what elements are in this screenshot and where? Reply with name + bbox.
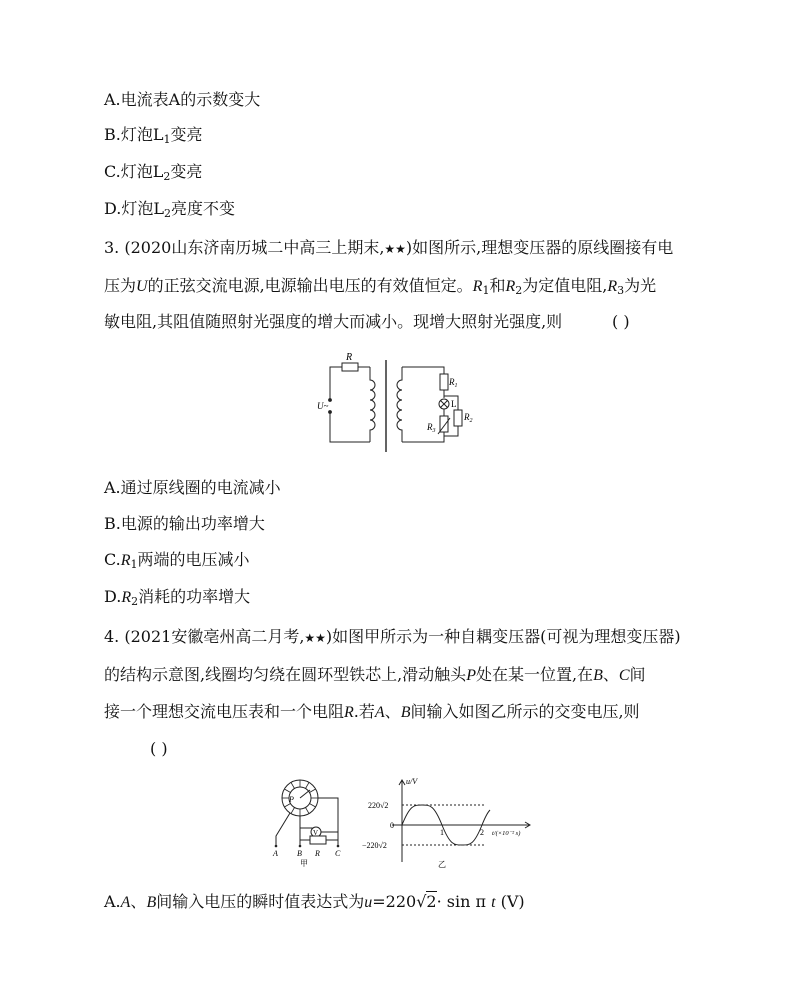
q3-stem-line1: 3. (2020山东济南历城二中高三上期末,★★)如图所示,理想变压器的原线圈接有电 [104, 238, 674, 257]
fig-label-U: U~ [317, 401, 329, 411]
fig4-y-tick-zero: 0 [390, 821, 394, 830]
q4-stem-line1: 4. (2021安徽亳州高二月考,★★)如图甲所示为一种自耦变压器(可视为理想变压器) [104, 627, 681, 646]
fig4-x-tick-1: 1 [440, 828, 444, 837]
fig4-y-tick-top: 220√2 [368, 801, 389, 810]
sqrt-sign-icon: √ [416, 892, 427, 911]
option-b-q2: B.灯泡$L_1$变亮 [104, 125, 203, 146]
option-c-q3: $C.R_1$两端的电压减小 [104, 550, 250, 571]
fig4-label-yi: 乙 [438, 860, 446, 869]
option-c-q2: C.灯泡$L_2$变亮 [104, 162, 203, 183]
fig4-label-A: A [273, 849, 278, 858]
option-b-q3: B.电源的输出功率增大 [104, 514, 265, 533]
fig-label-R2: $R_2$ [464, 412, 473, 424]
fig4-y-axis-label: u/V [406, 777, 418, 786]
q4-stem-line2: 的结构示意图,线圈均匀绕在圆环型铁芯上,滑动触头P处在某一位置,在B、C间 [104, 665, 646, 684]
option-a-q3: A.通过原线圈的电流减小 [104, 478, 281, 497]
q4-voltage-sine-figure [362, 772, 542, 872]
fig4-x-tick-2: 2 [480, 828, 484, 837]
fig4-label-jia: 甲 [300, 859, 308, 868]
fig-label-L: L [451, 399, 457, 409]
q4-autotransformer-figure [266, 776, 350, 868]
q3-answer-blank[interactable]: ( ) [612, 312, 630, 331]
q3-stem-line2: 压为U的正弦交流电源,电源输出电压的有效值恒定。$R_1$和$R_2$为定值电阻$,R_3$为光 [104, 276, 657, 297]
option-a-q4: A.A、B间输入电压的瞬时值表达式为u=220√2· sin π t (V) [104, 892, 525, 911]
q3-stem-line3: 敏电阻,其阻值随照射光强度的增大而减小。现增大照射光强度,则 [104, 312, 563, 331]
q4-stem-line3: 接一个理想交流电压表和一个电阻R.若A、B间输入如图乙所示的交变电压,则 [104, 702, 640, 721]
fig-label-R: R [346, 352, 353, 363]
fig4-label-V: V [313, 829, 319, 837]
fig-label-R1: $R_1$ [449, 377, 458, 389]
option-a-q2: A.电流表A的示数变大 [104, 90, 261, 109]
difficulty-star-icon: ★★ [384, 242, 406, 256]
fig4-y-tick-bottom: −220√2 [362, 841, 387, 850]
difficulty-star-icon: ★★ [304, 631, 326, 645]
q4-answer-blank[interactable]: ( ) [150, 739, 168, 758]
option-d-q2: D.灯泡$L_2$亮度不变 [104, 199, 235, 220]
fig4-label-C: C [335, 849, 341, 858]
fig-label-R3: $R_3$ [427, 422, 436, 434]
q3-transformer-circuit-figure [312, 352, 484, 460]
fig4-label-P: P [289, 795, 294, 804]
fig4-label-R: R [315, 849, 320, 858]
fig4-x-axis-label: t/(×10⁻² s) [492, 830, 521, 837]
option-d-q3: $D.R_2$消耗的功率增大 [104, 587, 251, 608]
fig4-label-B: B [297, 849, 302, 858]
